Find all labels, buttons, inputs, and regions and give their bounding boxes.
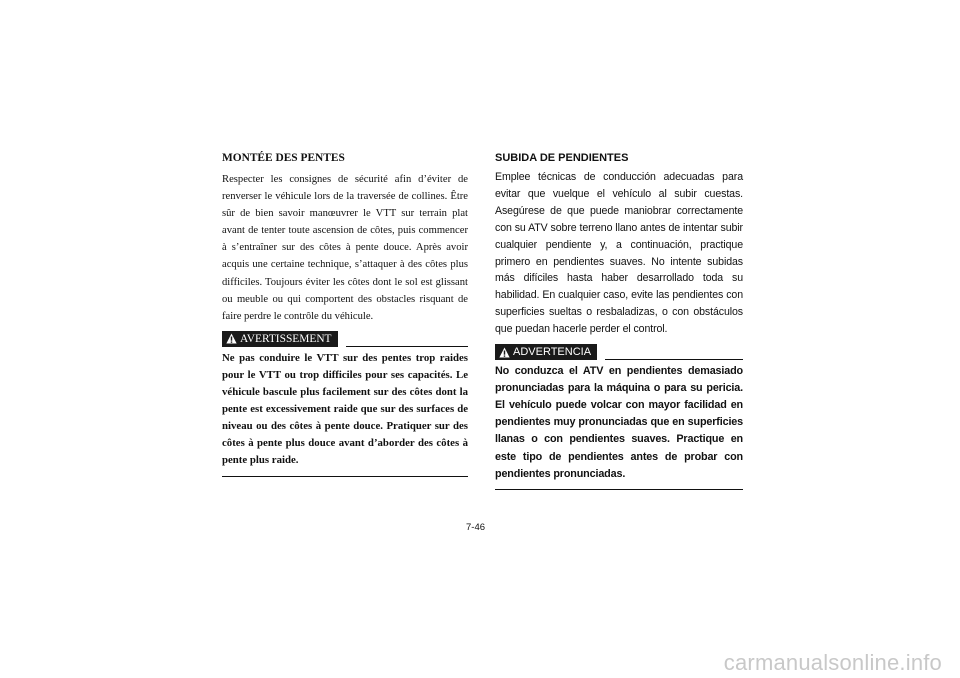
spanish-heading: SUBIDA DE PENDIENTES (495, 152, 629, 164)
watermark: carmanualsonline.info (723, 650, 942, 675)
spanish-warning-header (495, 344, 743, 360)
spanish-warning-badge (495, 344, 597, 360)
spanish-warning-end-rule (495, 489, 743, 490)
spanish-warning-rule (605, 359, 743, 360)
spanish-column (495, 150, 743, 490)
warning-triangle-icon (499, 347, 510, 358)
french-heading: MONTÉE DES PENTES (222, 152, 345, 164)
page-number: 7-46 (466, 522, 486, 533)
french-body: Respecter les consignes de sécurité afin d’éviter de renverser le véhicule lors de la traversée de collines. Être sûr de bien savoir manœuvrer le VTT sur terrain plat avant de tenter toute ascension de côtes, puis commencer à s’entraîner sur des côtes à pente douce. Après avoir acquis une certaine technique, s’attaquer à des côtes plus difficiles. Toujours éviter les côtes dont le sol est glissant ou meuble ou qui comportent des obstacles risquant de faire perdre le contrôle du véhicule. (222, 174, 468, 322)
french-warning-text: Ne pas conduire le VTT sur des pentes trop raides pour le VTT ou trop difficiles pour ses capacités. Le véhicule bascule plus facilement sur des côtes dont la pente est excessivement raide que sur des surfaces de niveau ou des côtes à pente douce. Pratiquer sur des côtes à pente plus douce avant d’aborder des côtes à pente plus raide. (222, 351, 468, 467)
french-warning-label: AVERTISSEMENT (240, 332, 332, 345)
french-warning-rule (346, 346, 468, 347)
spanish-body: Emplee técnicas de conducción adecuadas para evitar que vuelque el vehículo al subir cuestas. Asegúrese de que puede maniobrar correctamente con su ATV sobre terreno llano antes de intentar subir cualquier pendiente y, a continuación, practique primero en pendientes suaves. No intente subidas más difíciles hasta haber desarrollado toda su habilidad. En cualquier caso, evite las pendientes con superficies sueltas o resbaladizas, o con obstáculos que puedan hacerle perder el control. (495, 171, 743, 336)
french-warning-header (222, 331, 468, 347)
warning-triangle-icon (226, 333, 237, 344)
spanish-warning-text: No conduzca el ATV en pendientes demasiado pronunciadas para la máquina o para su pericia. El vehículo puede volcar con mayor facilidad en pendientes muy pronunciadas que en superficies llanas o con pendientes suaves. Practique en este tipo de pendientes antes de probar con pendientes pronunciadas. (495, 365, 743, 480)
spanish-warning-label: ADVERTENCIA (513, 346, 592, 359)
french-warning-end-rule (222, 476, 468, 477)
french-warning-badge (222, 331, 338, 347)
french-column (222, 150, 468, 477)
